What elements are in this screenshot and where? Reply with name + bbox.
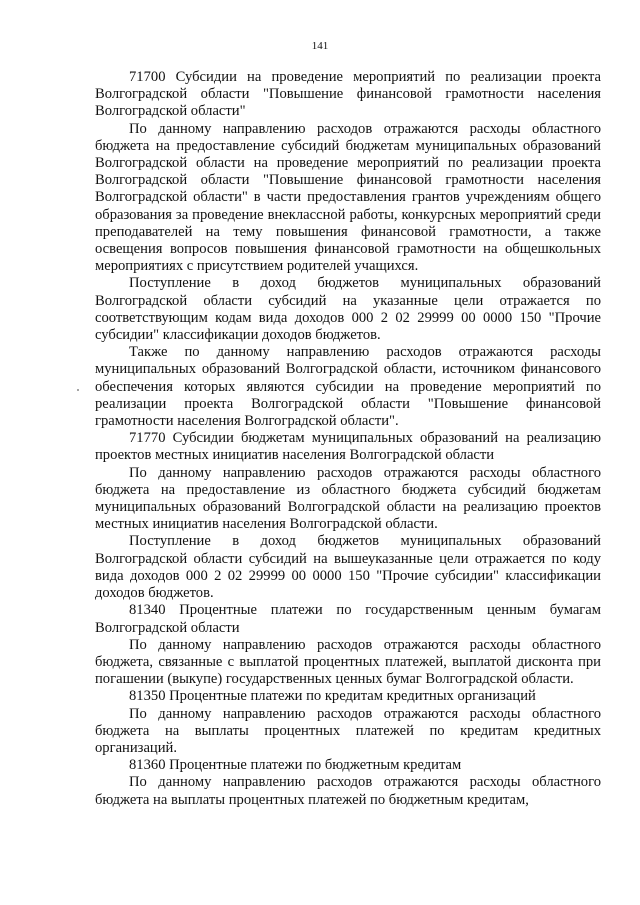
paragraph: Также по данному направлению расходов отражаются расходы муниципальных образований Волгоградской области, источником финансового обеспечения которых являются субсидии на проведение мероприятий по реализации проекта Волгоградской области "Повышение финансовой грамотности населения Волгоградской области". <box>95 344 601 430</box>
paragraph: По данному направлению расходов отражаются расходы областного бюджета на выплаты процентных платежей по кредитам кредитных организаций. <box>95 705 601 756</box>
page-number: 141 <box>311 40 329 52</box>
paragraph: По данному направлению расходов отражаются расходы областного бюджета на предоставление субсидий бюджетам муниципальных образований Волгоградской области на проведение мероприятий по реализации проекта Волгоградской области "Повышение финансовой грамотности населения Волгоградской области" в части предоставления грантов учреждениям общего образования за проведение внеклассной работы, конкурсных мероприятий среди преподавателей на тему повышения финансовой грамотности, а также освещения вопросов повышения финансовой грамотности на общешкольных мероприятиях с присутствием родителей учащихся. <box>95 120 601 275</box>
paragraph: По данному направлению расходов отражаются расходы областного бюджета на предоставление из областного бюджета субсидий бюджетам муниципальных образований Волгоградской области на реализацию проектов местных инициатив населения Волгоградской области. <box>95 464 601 533</box>
section-heading-81340: 81340 Процентные платежи по государственным ценным бумагам Волгоградской области <box>95 602 601 636</box>
paragraph: По данному направлению расходов отражаются расходы областного бюджета, связанные с выплатой процентных платежей, выплатой дисконта при погашении (выкупе) государственных ценных бумаг Волгоградской области. <box>95 636 601 688</box>
document-body <box>95 69 601 809</box>
section-heading-71770: 71770 Субсидии бюджетам муниципальных образований на реализацию проектов местных инициатив населения Волгоградской области <box>95 430 601 464</box>
paragraph: По данному направлению расходов отражаются расходы областного бюджета на выплаты процентных платежей по бюджетным кредитам, <box>95 774 601 808</box>
section-heading-71700: 71700 Субсидии на проведение мероприятий по реализации проекта Волгоградской области "Повышение финансовой грамотности населения Волгоградской области" <box>95 69 601 120</box>
section-heading-81350: 81350 Процентные платежи по кредитам кредитных организаций <box>129 688 536 705</box>
scan-speck <box>77 389 79 391</box>
paragraph: Поступление в доход бюджетов муниципальных образований Волгоградской области субсидий на указанные цели отражается по соответствующим кодам вида доходов 000 2 02 29999 00 0000 150 "Прочие субсидии" классификации доходов бюджетов. <box>95 275 601 344</box>
paragraph: Поступление в доход бюджетов муниципальных образований Волгоградской области субсидий на вышеуказанные цели отражается по коду вида доходов 000 2 02 29999 00 0000 150 "Прочие субсидии" классификации доходов бюджетов. <box>95 533 601 602</box>
section-heading-81360: 81360 Процентные платежи по бюджетным кредитам <box>129 757 462 774</box>
